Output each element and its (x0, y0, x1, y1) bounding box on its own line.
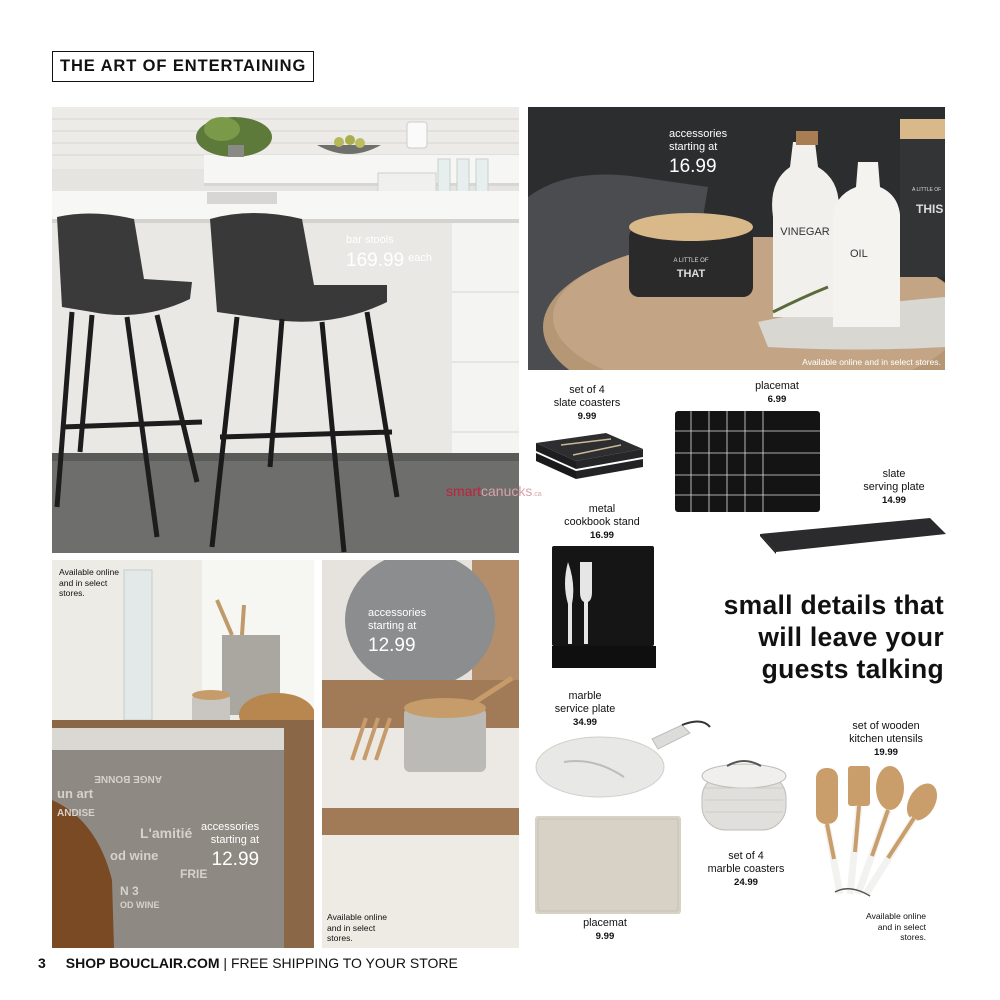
product-name-line-2: marble coasters (707, 862, 785, 875)
product-name-line-1: set of wooden (852, 720, 920, 732)
slate-plate-image (758, 516, 948, 554)
runner-callout (201, 821, 259, 871)
felt-placemat-label (555, 917, 655, 942)
product-price: 16.99 (589, 529, 614, 541)
availability-line-2: and in select (59, 577, 108, 588)
product-price: 9.99 (595, 930, 615, 942)
product-name-line-1: set of 4 (728, 850, 764, 862)
canister-photo (322, 560, 519, 948)
availability-note-bottom-right (866, 911, 926, 943)
slate-coasters-image (531, 425, 646, 483)
runner-word-8: OD WINE (120, 900, 160, 910)
runner-illustration (52, 560, 314, 948)
product-name-line-2: kitchen utensils (849, 732, 923, 745)
product-name-line-2: cookbook stand (564, 515, 640, 528)
headline-line-2: will leave your (758, 621, 944, 652)
product-label: bar stools (346, 234, 394, 246)
product-price: 6.99 (767, 393, 787, 405)
product-name: placemat (583, 917, 627, 929)
marble-coasters-image (697, 758, 791, 836)
availability-line-2: and in select (327, 922, 376, 933)
runner-word-3: ANDISE (57, 808, 95, 819)
runner-word-7: N 3 (120, 884, 139, 898)
availability-line-1: Available online (327, 912, 388, 922)
utensils-image (810, 764, 940, 910)
marble-plate-image (534, 717, 714, 799)
runner-word-1: ANGE BONNE (94, 773, 162, 784)
footer-shipping: FREE SHIPPING TO YOUR STORE (230, 955, 458, 971)
product-price: 14.99 (881, 494, 906, 506)
label-line-2: starting at (210, 833, 260, 846)
availability-note: Available online and in select stores. (802, 357, 941, 367)
utensils-label (832, 720, 940, 758)
watermark-brand-a: smart (446, 483, 481, 499)
product-name-line-2: service plate (554, 702, 616, 715)
runner-word-5: od wine (110, 848, 159, 863)
cookbook-stand-label (548, 503, 656, 541)
slate-plate-label (845, 468, 943, 506)
watermark-suffix: .ca (532, 491, 542, 498)
availability-line-2: and in select (877, 921, 927, 932)
canister-callout (368, 607, 426, 657)
product-price: 34.99 (572, 716, 597, 728)
product-name-line-2: serving plate (863, 480, 925, 493)
cookbook-stand-image (550, 544, 658, 670)
felt-placemat-image (535, 816, 681, 914)
runner-word-6: FRIE (180, 867, 208, 881)
availability-line-3: stores. (900, 932, 927, 943)
grid-placemat-image (675, 411, 820, 512)
page-title: THE ART OF ENTERTAINING (52, 51, 314, 82)
product-name-line-1: metal (588, 503, 616, 515)
runner-photo (52, 560, 314, 948)
jar-text-bottom: THAT (676, 268, 706, 280)
vinegar-label: VINEGAR (780, 226, 830, 238)
watermark-brand-b: canucks (481, 483, 533, 499)
footer-site-link[interactable]: SHOP BOUCLAIR.COM (65, 955, 220, 971)
product-price: 169.99 (346, 249, 405, 271)
availability-line-1: Available online (59, 567, 120, 577)
canister-text-bottom: THIS (916, 202, 944, 216)
product-price: 16.99 (669, 156, 717, 178)
grid-placemat-label (727, 380, 827, 405)
availability-line-3: stores. (327, 933, 353, 944)
product-price: 12.99 (211, 849, 260, 871)
label-line-2: starting at (669, 140, 718, 153)
product-price: 12.99 (368, 635, 416, 657)
slate-coasters-label (541, 384, 633, 422)
bar-stools-callout (346, 234, 432, 271)
jar-text-top: A LITTLE OF (673, 258, 709, 264)
oil-label: OIL (850, 248, 868, 260)
accessories-photo-top (528, 107, 945, 370)
product-name-line-1: set of 4 (569, 384, 605, 396)
label-line-1: accessories (201, 821, 260, 833)
headline-line-1: small details that (723, 590, 944, 620)
product-name-line-1: marble (568, 690, 602, 702)
price-suffix: each (408, 251, 432, 264)
availability-line-1: Available online (866, 911, 927, 921)
product-name: placemat (755, 380, 799, 392)
label-line-1: accessories (669, 128, 728, 140)
runner-word-4: L'amitié (140, 825, 193, 841)
watermark (446, 483, 542, 499)
accessories-callout-top (669, 128, 727, 178)
page-number: 3 (38, 955, 46, 971)
runner-word-2: un art (57, 786, 94, 801)
marble-coasters-label (696, 850, 796, 888)
accessories-illustration (528, 107, 945, 370)
product-price: 19.99 (873, 746, 898, 758)
headline (644, 590, 944, 685)
availability-line-3: stores. (59, 588, 85, 599)
canister-text-top: A LITTLE OF (912, 187, 942, 193)
product-price: 24.99 (733, 876, 758, 888)
footer (38, 955, 458, 971)
product-name-line-1: slate (882, 468, 906, 480)
product-name-line-2: slate coasters (553, 396, 621, 409)
footer-separator: | (219, 955, 231, 971)
availability-note (327, 912, 387, 944)
availability-note (59, 567, 119, 599)
product-price: 9.99 (577, 410, 597, 422)
label-line-1: accessories (368, 607, 427, 619)
label-line-2: starting at (368, 619, 417, 632)
headline-line-3: guests talking (761, 653, 944, 684)
